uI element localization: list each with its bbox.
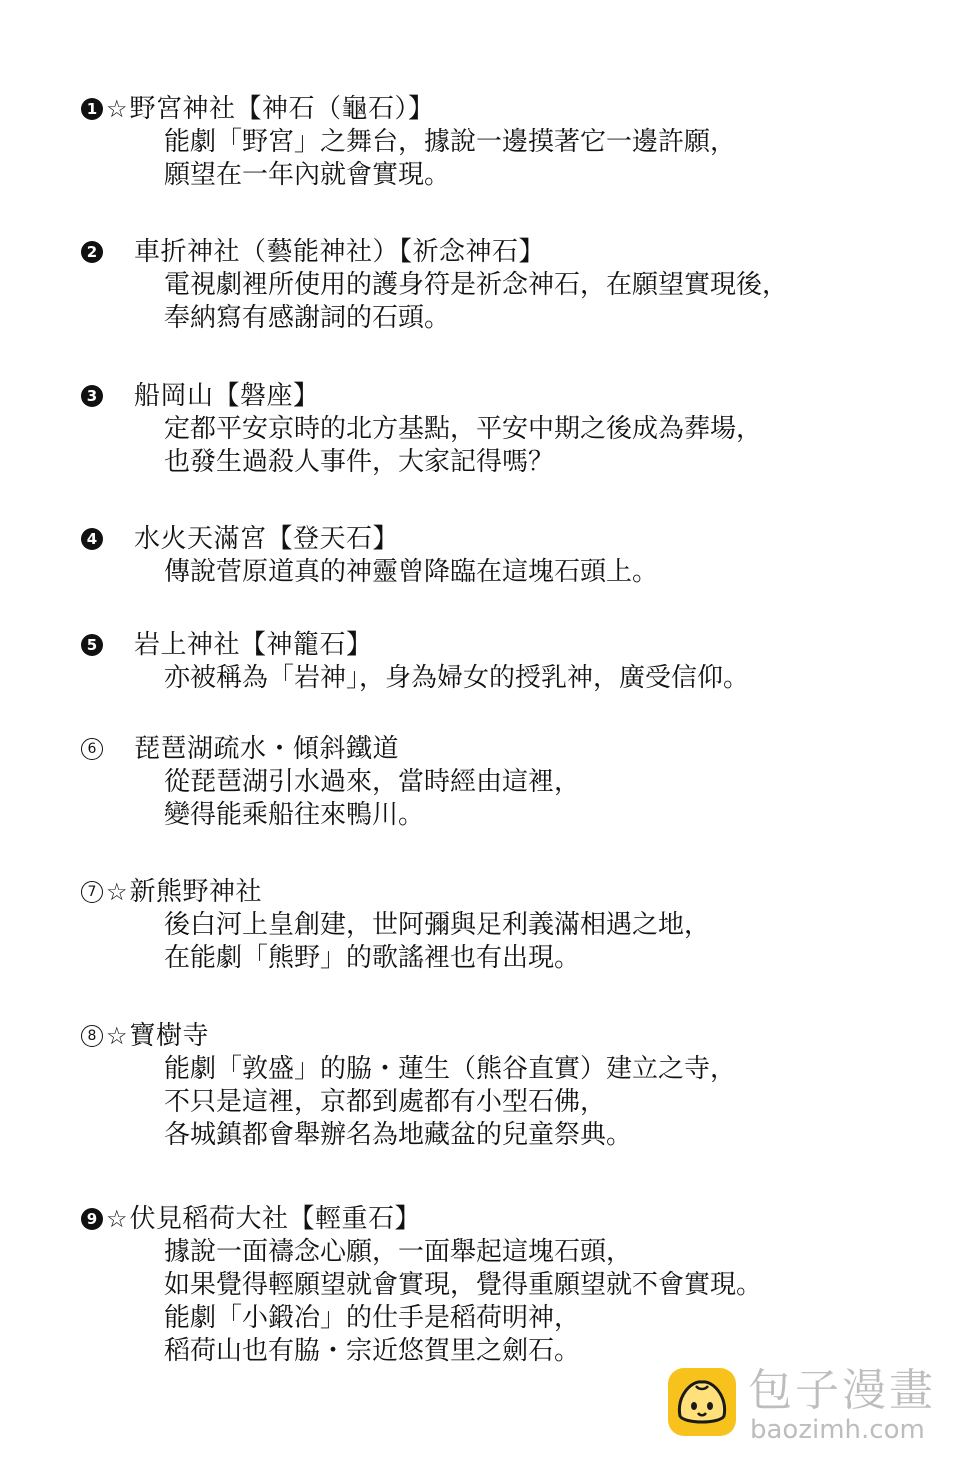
watermark-title: 包子漫畫 [748, 1365, 936, 1416]
entry-description [80, 556, 940, 589]
star-icon: ☆ [106, 878, 128, 906]
entry-heading [80, 1202, 940, 1236]
entry-description [80, 126, 940, 192]
description-line: 也發生過殺人事件，大家記得嗎？ [164, 447, 555, 477]
entry-title: 伏見稻荷大社【輕重石】 [129, 1204, 422, 1234]
description-line: 電視劇裡所使用的護身符是祈念神石，在願望實現後， [164, 270, 789, 300]
circled-number-icon: 6 [80, 736, 106, 762]
entry-title: 船岡山【磐座】 [134, 381, 320, 411]
description-line: 各城鎮都會舉辦名為地藏盆的兒童祭典。 [164, 1120, 633, 1150]
entry-title: 岩上神社【神籠石】 [134, 630, 373, 660]
description-line: 能劇「野宮」之舞台，據說一邊摸著它一邊許願， [164, 127, 737, 157]
entry-9 [80, 1202, 940, 1368]
entry-7 [80, 875, 940, 975]
entry-6 [80, 732, 940, 832]
watermark-logo[interactable] [666, 1366, 956, 1446]
entry-title: 水火天滿宮【登天石】 [134, 524, 400, 554]
circled-number-icon: 7 [80, 879, 106, 905]
description-line: 亦被稱為「岩神」，身為婦女的授乳神，廣受信仰。 [164, 663, 750, 693]
description-line: 能劇「小鍛冶」的仕手是稻荷明神， [164, 1303, 581, 1333]
entry-heading [80, 522, 940, 556]
description-line: 願望在一年內就會實現。 [164, 160, 451, 190]
filled-number-icon: 1 [80, 96, 106, 122]
entry-description [80, 1053, 940, 1152]
description-line: 從琵琶湖引水過來，當時經由這裡， [164, 767, 581, 797]
filled-number-icon: 5 [80, 632, 106, 658]
entry-title: 新熊野神社 [129, 877, 263, 907]
entry-4 [80, 522, 940, 589]
filled-number-icon: 4 [80, 526, 106, 552]
entry-title: 野宮神社【神石（龜石）】 [129, 94, 435, 124]
filled-number-icon: 2 [80, 239, 106, 265]
description-line: 變得能乘船往來鴨川。 [164, 800, 425, 830]
entry-description [80, 413, 940, 479]
entry-8 [80, 1019, 940, 1152]
entry-description [80, 909, 940, 975]
entry-1 [80, 92, 940, 192]
filled-number-icon: 9 [80, 1206, 106, 1232]
description-line: 定都平安京時的北方基點，平安中期之後成為葬場， [164, 414, 763, 444]
description-line: 稻荷山也有脇・宗近悠賀里之劍石。 [164, 1336, 581, 1366]
description-line: 後白河上皇創建，世阿彌與足利義滿相遇之地， [164, 910, 711, 940]
description-line: 不只是這裡，京都到處都有小型石佛， [164, 1087, 607, 1117]
description-line: 傳說菅原道真的神靈曾降臨在這塊石頭上。 [164, 557, 659, 587]
star-icon: ☆ [106, 1022, 128, 1050]
entry-title: 寶樹寺 [129, 1021, 210, 1051]
entry-2 [80, 235, 940, 335]
entry-5 [80, 628, 940, 695]
circled-number-icon: 8 [80, 1023, 106, 1049]
entry-3 [80, 379, 940, 479]
description-line: 奉納寫有感謝詞的石頭。 [164, 303, 451, 333]
entry-heading [80, 732, 940, 766]
entry-title: 車折神社（藝能神社）【祈念神石】 [134, 237, 546, 267]
entry-heading [80, 875, 940, 909]
star-icon: ☆ [106, 95, 128, 123]
description-line: 在能劇「熊野」的歌謠裡也有出現。 [164, 943, 581, 973]
entry-description [80, 766, 940, 832]
star-icon: ☆ [106, 1205, 128, 1233]
entry-title: 琵琶湖疏水・傾斜鐵道 [134, 734, 400, 764]
description-line: 能劇「敦盛」的脇・蓮生（熊谷直實）建立之寺， [164, 1054, 737, 1084]
entry-description [80, 1236, 940, 1368]
entry-heading [80, 92, 940, 126]
entry-heading [80, 628, 940, 662]
description-line: 如果覺得輕願望就會實現，覺得重願望就不會實現。 [164, 1270, 763, 1300]
entry-heading [80, 1019, 940, 1053]
bun-mascot-icon [666, 1366, 738, 1438]
entry-heading [80, 379, 940, 413]
entry-heading [80, 235, 940, 269]
entry-description [80, 662, 940, 695]
filled-number-icon: 3 [80, 383, 106, 409]
description-line: 據說一面禱念心願，一面舉起這塊石頭， [164, 1237, 633, 1267]
entry-description [80, 269, 940, 335]
watermark-url[interactable]: baozimh.com [750, 1415, 925, 1445]
